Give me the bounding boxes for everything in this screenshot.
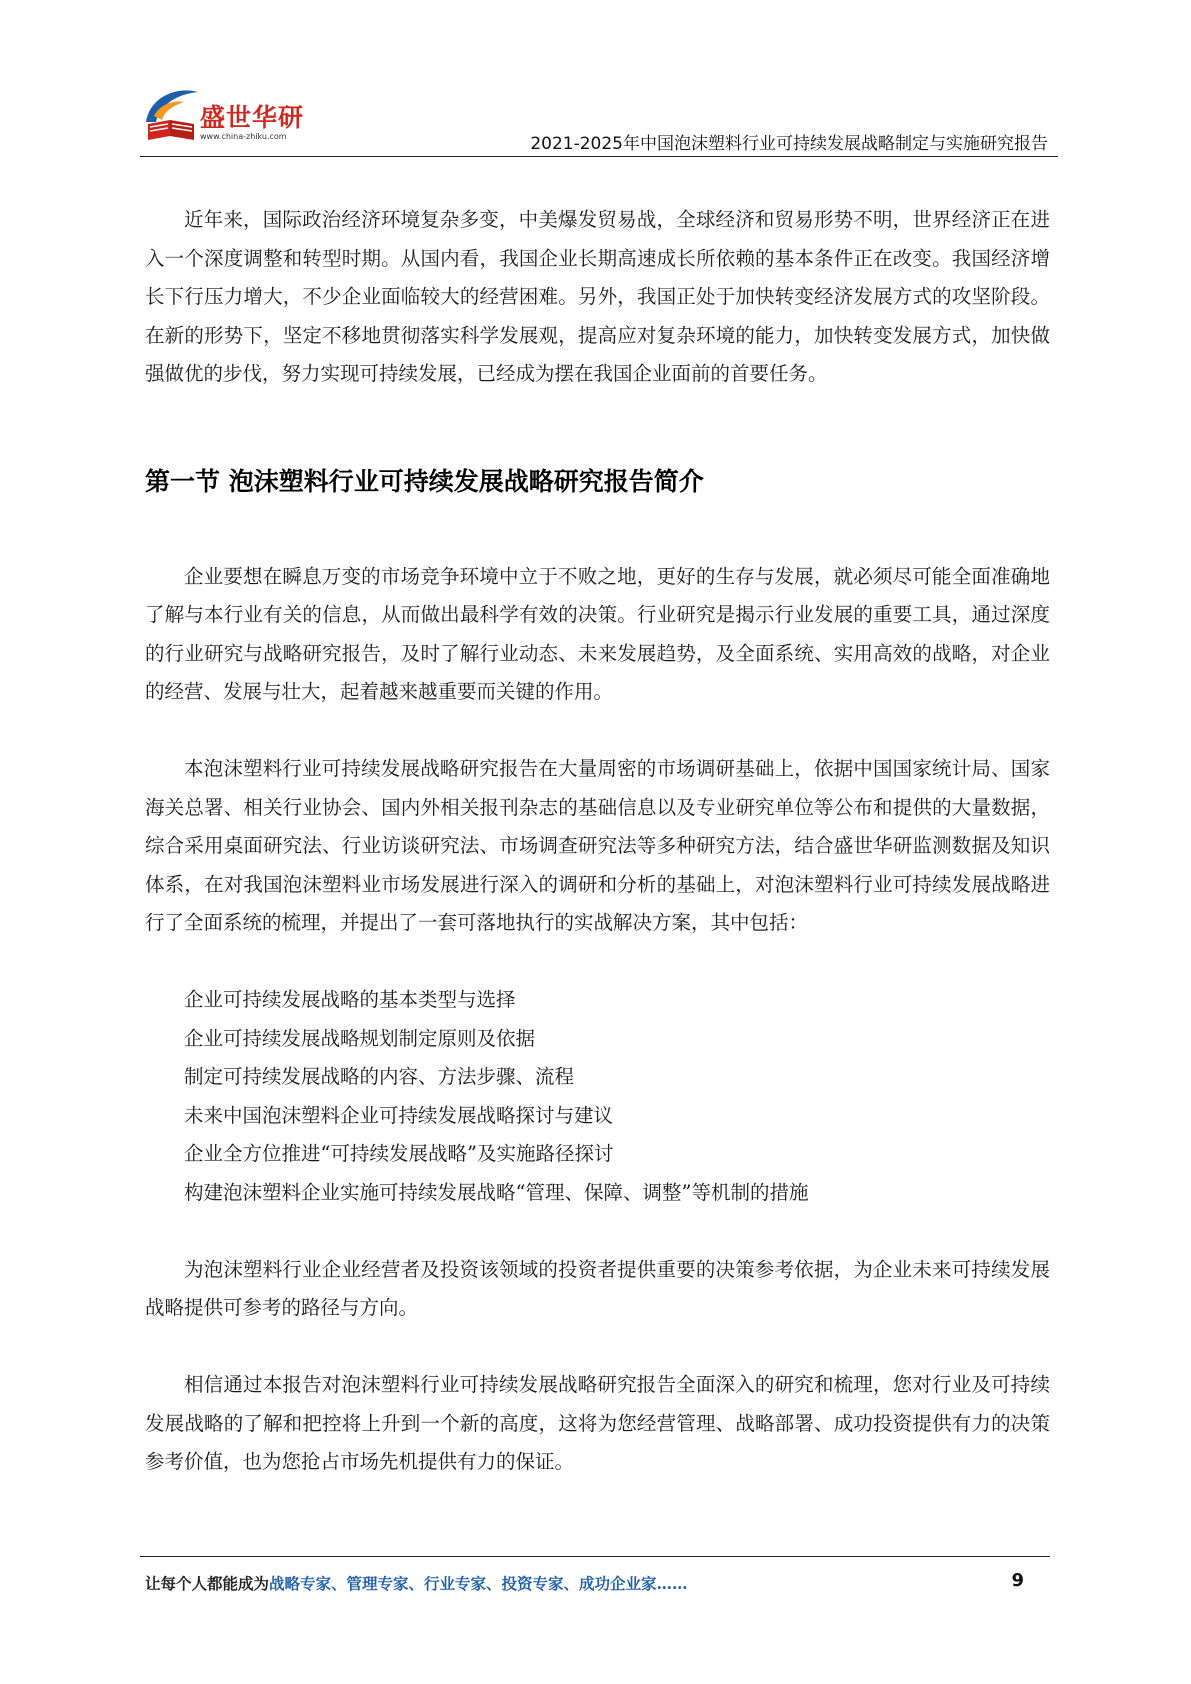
list-item: 企业可持续发展战略的基本类型与选择 [184, 988, 516, 1011]
footer-slogan-highlight: 战略专家、管理专家、行业专家、投资专家、成功企业家…… [269, 1574, 688, 1593]
section-paragraph-1: 企业要想在瞬息万变的市场竞争环境中立于不败之地，更好的生存与发展，就必须尽可能全面准确地了解与本行业有关的信息，从而做出最科学有效的决策。行业研究是揭示行业发展的重要工具，通过深度的行业研究与战略研究报告，及时了解行业动态、未来发展趋势，及全面系统、实用高效的战略，对企业的经营、发展与壮大，起着越来越重要而关键的作用。 [145, 564, 1050, 703]
section-paragraph-3: 为泡沫塑料行业企业经营者及投资该领域的投资者提供重要的决策参考依据，为企业未来可持续发展战略提供可参考的路径与方向。 [145, 1257, 1050, 1319]
list-item: 制定可持续发展战略的内容、方法步骤、流程 [184, 1065, 575, 1088]
section-heading: 第一节 泡沫塑料行业可持续发展战略研究报告简介 [145, 466, 704, 496]
footer-divider [140, 1556, 1050, 1557]
company-logo [140, 78, 310, 148]
list-item: 企业可持续发展战略规划制定原则及依据 [184, 1026, 536, 1050]
page-number: 9 [1011, 1570, 1024, 1591]
logo-brand-text: 盛世华研 [200, 103, 305, 132]
header-divider [140, 156, 1058, 157]
list-item: 构建泡沫塑料企业实施可持续发展战略“管理、保障、调整”等机制的措施 [184, 1180, 809, 1204]
contents-list [145, 981, 1050, 1212]
book-swoosh-icon [140, 82, 202, 144]
footer-slogan [145, 1572, 688, 1594]
list-item: 未来中国泡沫塑料企业可持续发展战略探讨与建议 [184, 1103, 614, 1127]
logo-url-text: www.china-zhiku.com [200, 132, 287, 141]
section-paragraph-2: 本泡沫塑料行业可持续发展战略研究报告在大量周密的市场调研基础上，依据中国国家统计局、国家海关总署、相关行业协会、国内外相关报刊杂志的基础信息以及专业研究单位等公布和提供的大量数据，综合采用桌面研究法、行业访谈研究法、市场调查研究法等多种研究方法，结合盛世华研监测数据及知识体系，在对我国泡沫塑料业市场发展进行深入的调研和分析的基础上，对泡沫塑料行业可持续发展战略进行了全面系统的梳理，并提出了一套可落地执行的实战解决方案，其中包括： [145, 757, 1050, 934]
intro-paragraph: 近年来，国际政治经济环境复杂多变，中美爆发贸易战，全球经济和贸易形势不明，世界经济正在进入一个深度调整和转型时期。从国内看，我国企业长期高速成长所依赖的基本条件正在改变。我国经济增长下行压力增大，不少企业面临较大的经营困难。另外，我国正处于加快转变经济发展方式的攻坚阶段。在新的形势下，坚定不移地贯彻落实科学发展观，提高应对复杂环境的能力，加快转变发展方式，加快做强做优的步伐，努力实现可持续发展，已经成为摆在我国企业面前的首要任务。 [145, 208, 1050, 385]
page-header [140, 78, 1058, 158]
footer-slogan-prefix: 让每个人都能成为 [145, 1574, 270, 1593]
page-body [145, 201, 1050, 1482]
report-title: 2021-2025年中国泡沫塑料行业可持续发展战略制定与实施研究报告 [530, 134, 1048, 154]
section-paragraph-4: 相信通过本报告对泡沫塑料行业可持续发展战略研究报告全面深入的研究和梳理，您对行业及可持续发展战略的了解和把控将上升到一个新的高度，这将为您经营管理、战略部署、成功投资提供有力的决策参考价值，也为您抢占市场先机提供有力的保证。 [145, 1373, 1050, 1473]
list-item: 企业全方位推进“可持续发展战略”及实施路径探讨 [184, 1142, 614, 1165]
